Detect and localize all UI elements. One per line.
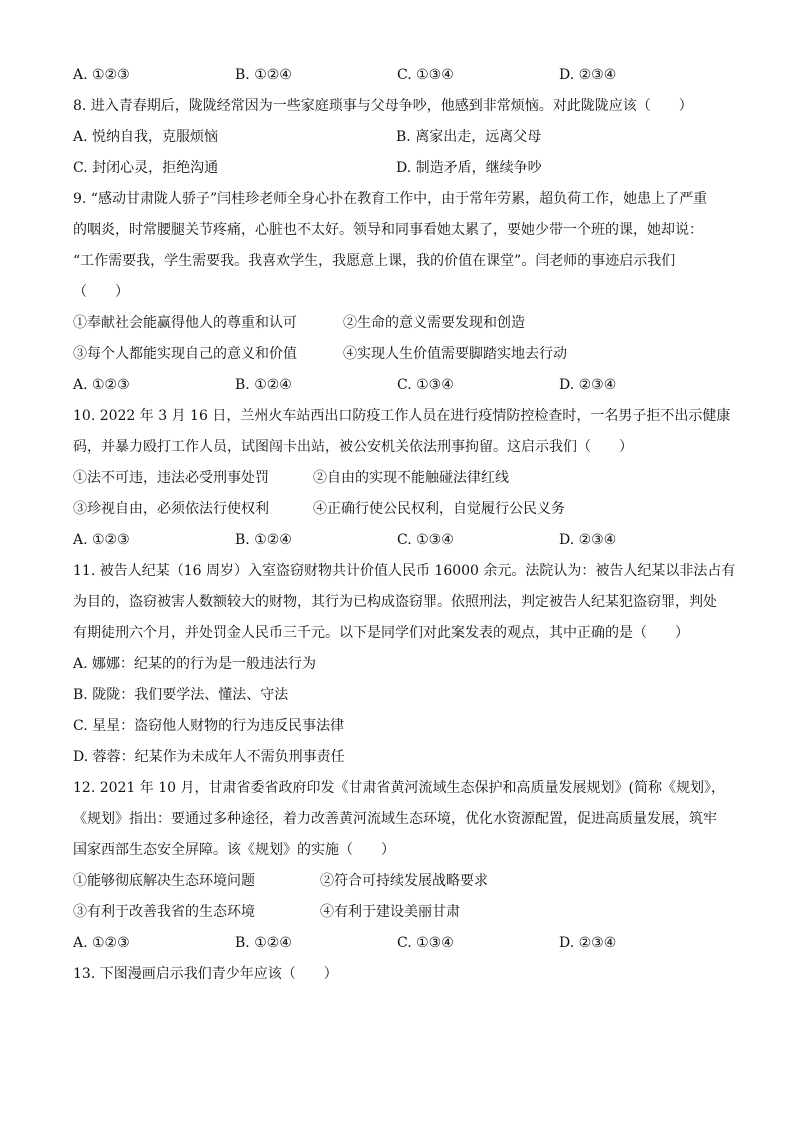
q10-options xyxy=(73,525,723,556)
q12-statement-2: ②符合可持续发展战略要求 xyxy=(320,873,488,889)
q11-option-c[interactable]: C. 星星：盗窃他人财物的行为违反民事法律 xyxy=(73,718,345,734)
q9-stem-line-2: 的咽炎，时常腰腿关节疼痛，心脏也不太好。领导和同事看她太累了，要她少带一个班的课，她却说： xyxy=(73,222,703,238)
q9-stem-line-3: “工作需要我，学生需要我。我喜欢学生，我愿意上课，我的价值在课堂”。闫老师的事迹启示我们 xyxy=(73,253,676,269)
q9-statement-1: ①奉献社会能赢得他人的尊重和认可 xyxy=(73,315,297,331)
q11-stem-line-3: 有期徒刑六个月，并处罚金人民币三千元。以下是同学们对此案发表的观点，其中正确的是（ ） xyxy=(73,625,689,641)
q7-option-a[interactable]: A. ①②③ xyxy=(73,67,130,83)
q11-stem-line-2: 为目的，盗窃被害人数额较大的财物，其行为已构成盗窃罪。依照刑法，判定被告人纪某犯盗窃罪，判处 xyxy=(73,594,717,610)
q8-option-a[interactable]: A. 悦纳自我，克服烦恼 xyxy=(73,129,219,145)
q7-option-b[interactable]: B. ①②④ xyxy=(235,67,292,83)
q11-stem-line-1: 11. 被告人纪某（16 周岁）入室盗窃财物共计价值人民币 16000 余元。法院认为：被告人纪某以非法占有 xyxy=(73,563,736,579)
q12-statement-4: ④有利于建设美丽甘肃 xyxy=(320,904,460,920)
q10-statements-row-1 xyxy=(73,463,723,494)
q7-option-c[interactable]: C. ①③④ xyxy=(397,67,454,83)
q11-option-b[interactable]: B. 陇陇：我们要学法、懂法、守法 xyxy=(73,687,289,703)
q10-statement-3: ③珍视自由，必须依法行使权利 xyxy=(73,501,269,517)
q10-statement-4: ④正确行使公民权利，自觉履行公民义务 xyxy=(313,501,565,517)
q8-options-row-1 xyxy=(73,122,723,153)
q10-option-d[interactable]: D. ②③④ xyxy=(559,532,617,548)
q12-stem-line-3: 国家西部生态安全屏障。该《规划》的实施（ ） xyxy=(73,842,395,858)
q8-options-row-2 xyxy=(73,153,723,184)
q10-stem-line-1: 10. 2022 年 3 月 16 日，兰州火车站西出口防疫工作人员在进行疫情防控检查时，一名男子拒不出示健康 xyxy=(73,408,731,424)
q12-statements-row-2 xyxy=(73,897,723,928)
q11-option-d[interactable]: D. 蓉蓉：纪某作为未成年人不需负刑事责任 xyxy=(73,749,345,765)
q12-statements-row-1 xyxy=(73,866,723,897)
q7-options xyxy=(73,60,723,91)
q12-option-a[interactable]: A. ①②③ xyxy=(73,935,130,951)
q12-option-d[interactable]: D. ②③④ xyxy=(559,935,617,951)
q12-option-b[interactable]: B. ①②④ xyxy=(235,935,292,951)
q9-option-b[interactable]: B. ①②④ xyxy=(235,377,292,393)
q9-statement-4: ④实现人生价值需要脚踏实地去行动 xyxy=(343,346,567,362)
q10-statement-2: ②自由的实现不能触碰法律红线 xyxy=(313,470,509,486)
q13-stem: 13. 下图漫画启示我们青少年应该（ ） xyxy=(73,966,338,982)
q11-option-a[interactable]: A. 娜娜：纪某的的行为是一般违法行为 xyxy=(73,656,317,672)
exam-page xyxy=(73,60,736,990)
q9-statement-3: ③每个人都能实现自己的意义和价值 xyxy=(73,346,297,362)
q10-statement-1: ①法不可违，违法必受刑事处罚 xyxy=(73,470,269,486)
q10-stem-line-2: 码，并暴力殴打工作人员，试图闯卡出站，被公安机关依法刑事拘留。这启示我们（ ） xyxy=(73,439,633,455)
q10-statements-row-2 xyxy=(73,494,723,525)
q12-stem-line-1: 12. 2021 年 10 月，甘肃省委省政府印发《甘肃省黄河流域生态保护和高质量发展规划》(简称《规划》， xyxy=(73,780,725,796)
q12-statement-3: ③有利于改善我省的生态环境 xyxy=(73,904,255,920)
q9-statements-row-2 xyxy=(73,339,723,370)
q8-stem: 8. 进入青春期后，陇陇经常因为一些家庭琐事与父母争吵，他感到非常烦恼。对此陇陇应该（ ） xyxy=(73,98,693,114)
q9-option-c[interactable]: C. ①③④ xyxy=(397,377,454,393)
q9-option-a[interactable]: A. ①②③ xyxy=(73,377,130,393)
q12-statement-1: ①能够彻底解决生态环境问题 xyxy=(73,873,255,889)
q9-stem-line-4: （ ） xyxy=(73,284,129,300)
q9-option-d[interactable]: D. ②③④ xyxy=(559,377,617,393)
q8-option-d[interactable]: D. 制造矛盾，继续争吵 xyxy=(396,160,542,176)
q12-option-c[interactable]: C. ①③④ xyxy=(397,935,454,951)
q9-options xyxy=(73,370,723,401)
q8-option-b[interactable]: B. 离家出走，远离父母 xyxy=(396,129,542,145)
q9-statement-2: ②生命的意义需要发现和创造 xyxy=(343,315,525,331)
q12-options xyxy=(73,928,723,959)
q7-option-d[interactable]: D. ②③④ xyxy=(559,67,617,83)
q8-option-c[interactable]: C. 封闭心灵，拒绝沟通 xyxy=(73,160,219,176)
q9-statements-row-1 xyxy=(73,308,723,339)
q10-option-b[interactable]: B. ①②④ xyxy=(235,532,292,548)
q9-stem-line-1: 9. “感动甘肃陇人骄子”闫桂珍老师全身心扑在教育工作中，由于常年劳累，超负荷工作，她患上了严重 xyxy=(73,191,708,207)
q12-stem-line-2: 《规划》指出：要通过多种途径，着力改善黄河流域生态环境，优化水资源配置，促进高质量发展，筑牢 xyxy=(73,811,717,827)
q10-option-c[interactable]: C. ①③④ xyxy=(397,532,454,548)
q10-option-a[interactable]: A. ①②③ xyxy=(73,532,130,548)
